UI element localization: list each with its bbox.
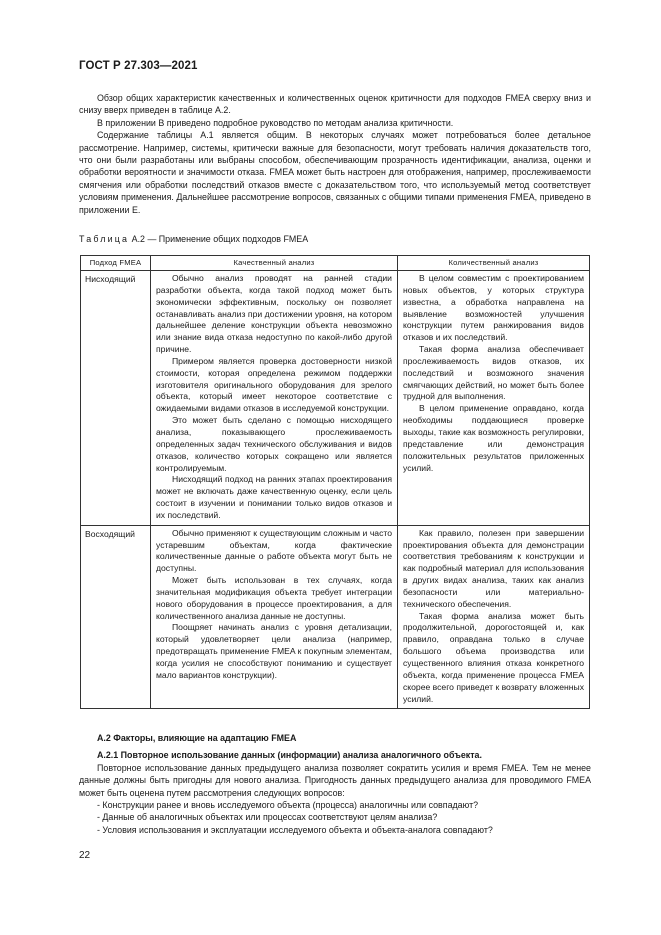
cell-paragraph: В целом применение оправдано, когда необходимы поддающиеся проверке выходы, такие как возможность регулировки, представление или демонстрация положительных результатов приложенных усилий. xyxy=(403,403,584,473)
bullet-item: - Условия использования и эксплуатации исследуемого объекта и объекта-аналога совпадают? xyxy=(97,824,493,835)
cell-paragraph: Такая форма анализа может быть продолжительной, дорогостоящей и, как правило, оправдана только в случае большого объема производства или существенного влияния отказа конкретного объекта, когда применение процесса FMEA скорее всего приведет к возврату вложенных усилий. xyxy=(403,610,584,704)
cell-quantitative xyxy=(398,525,590,709)
section-a2 xyxy=(79,732,591,836)
table-caption xyxy=(79,234,308,244)
subsection-heading: А.2.1 Повторное использование данных (информации) анализа аналогичного объекта. xyxy=(97,750,482,761)
cell-approach: Нисходящий xyxy=(81,271,151,526)
cell-paragraph: Примером является проверка достоверности низкой стоимости, которая определена режимом поддержки изготовителя оригинального оборудования для зрелого объекта, который имеет некоторое соответствие с ожидаемыми видами отказов в исследуемой конструкции. xyxy=(156,355,392,414)
table-row xyxy=(81,525,590,709)
cell-paragraph: Такая форма анализа обеспечивает прослеживаемость видов отказов, их последствий и возможного значения смягчающих действий, но может быть более трудной для выполнения. xyxy=(403,344,584,402)
table-caption-label: Таблица xyxy=(79,234,130,244)
cell-paragraph: Обычно анализ проводят на ранней стадии разработки объекта, когда такой подход может быть экономически эффективным, поскольку он позволяет останавливать анализ при достижении уровня, на котором дальнейшее деление конструкции объекта невозможно или знание вида отказа недоступно по какой-либо другой причине. xyxy=(156,273,392,355)
bullet-item: - Конструкции ранее и вновь исследуемого объекта (процесса) аналогичны или совпадают? xyxy=(97,800,479,811)
header-qualitative: Качественный анализ xyxy=(151,256,398,271)
document-header: ГОСТ Р 27.303—2021 xyxy=(79,60,198,72)
cell-paragraph: Это может быть сделано с помощью нисходящего анализа, показывающего прослеживаемость определенных задач технического обслуживания и видов отказов, количество которых сокращено или является контролируемым. xyxy=(156,415,392,473)
section-body: Повторное использование данных предыдущего анализа позволяет сократить усилия и время FMEA. Тем не менее данные должны быть пригодны для нового анализа. Пригодность данных предыдущего анализа для проводимого FMEA может быть оценена путем рассмотрения следующих вопросов: xyxy=(79,762,591,798)
intro-paragraph: В приложении В приведено подробное руководство по методам анализа критичности. xyxy=(97,117,454,128)
cell-qualitative xyxy=(151,525,398,709)
intro-paragraph: Содержание таблицы А.1 является общим. В некоторых случаях может потребоваться более детальное рассмотрение. Например, системы, критически важные для безопасности, могут требовать наличия доказательств того, что они были разработаны или выбраны способом, обеспечивающим прозрачность идентификации, анализа, оценки и обработки вероятности и значимости отказа. FMEA может быть настроен для отображения, например, прослеживаемости смягчения или обработки последствий отказов вместе с доказательством того, что используемый метод соответствует условиям применения. Дальнейшее рассмотрение вопросов, связанных с общими типами применения FMEA, приведено в приложении Е. xyxy=(79,130,591,215)
section-heading: А.2 Факторы, влияющие на адаптацию FMEA xyxy=(97,733,297,743)
cell-paragraph: Обычно применяют к существующим сложным и часто устаревшим объектам, когда фактические количественные данные о работе объекта могут быть не доступны. xyxy=(156,527,392,574)
intro-text xyxy=(79,92,591,216)
fmea-approach-table xyxy=(80,255,590,709)
bullet-item: - Данные об аналогичных объектах или процессах соответствуют целям анализа? xyxy=(97,812,438,823)
cell-qualitative xyxy=(151,271,398,526)
table-header-row xyxy=(81,256,590,271)
cell-paragraph: В целом совместим с проектированием новых объектов, у которых структура известна, а обработка направлена на выявление возможностей улучшения конструкции путем ранжирования видов отказов и их последствий. xyxy=(403,273,584,343)
header-quantitative: Количественный анализ xyxy=(398,256,590,271)
table-caption-text: А.2 — Применение общих подходов FMEA xyxy=(131,234,309,244)
page-number: 22 xyxy=(79,850,91,861)
cell-quantitative xyxy=(398,271,590,526)
cell-paragraph: Как правило, полезен при завершении проектирования объекта для демонстрации соответствия требованиям к конструкции и как подробный материал для использования в других видах анализа, таких как анализ безопасности или материально-технического обеспечения. xyxy=(403,527,584,609)
cell-approach: Восходящий xyxy=(81,525,151,709)
cell-paragraph: Поощряет начинать анализ с уровня детализации, который удовлетворяет цели анализа (например, предотвращать применение FMEA к покупным элементам, когда усилия не способствуют пониманию и существует мало вариантов конструкции). xyxy=(156,622,392,680)
cell-paragraph: Нисходящий подход на ранних этапах проектирования может не включать даже качественную оценку, если цель состоит в изучении и понимании только видов отказов и их последствий. xyxy=(156,474,392,520)
intro-paragraph: Обзор общих характеристик качественных и количественных оценок критичности для подходов FMEA сверху вниз и снизу вверх приведен в таблице А.2. xyxy=(79,93,591,116)
header-approach: Подход FMEA xyxy=(81,256,151,271)
table-row xyxy=(81,271,590,526)
cell-paragraph: Может быть использован в тех случаях, когда значительная модификация объекта требует интеграции нового оборудования в процессе проектирования, а для количественного анализа данные не доступны. xyxy=(156,575,392,621)
